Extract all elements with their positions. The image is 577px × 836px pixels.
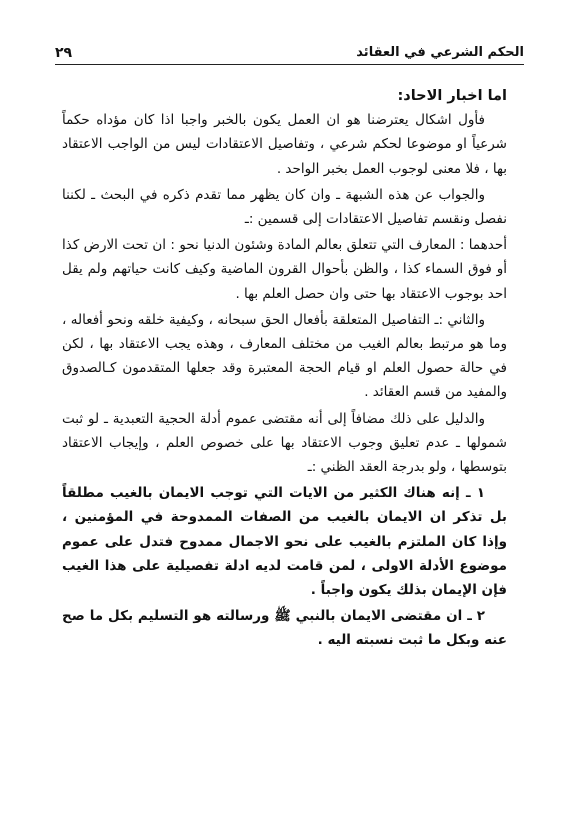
page-body <box>62 84 507 653</box>
paragraph-1: فأول اشكال يعترضنا هو ان العمل يكون بالخبر واجبا اذا كان مؤداه حكماً شرعياً او موضوعا لحكم شرعي ، وتفاصيل الاعتقادات ليس من الواجب الاعتقاد بها ، فلا معنى لوجوب العمل بخبر الواحد . <box>62 112 507 177</box>
running-title: الحكم الشرعي في العقائد <box>356 45 524 60</box>
list-item-2: ٢ ـ ان مقتضى الايمان بالنبي ﷺ ورسالته هو التسليم بكل ما صح عنه وبكل ما ثبت نسبته اليه . <box>62 608 507 649</box>
paragraph-2: والجواب عن هذه الشبهة ـ وان كان يظهر مما تقدم ذكره في البحث ـ لكننا نفصل ونقسم تفاصيل الاعتقادات إلى قسمين :ـ <box>62 186 507 228</box>
page-number: ٢٩ <box>55 45 73 61</box>
paragraph-3: أحدهما : المعارف التي تتعلق بعالم المادة وشئون الدنيا نحو : ان تحت الارض كذا أو فوق السماء كذا ، والظن بأحوال القرون الماضية وكيف كانت حياتهم ولم يقل احد بوجوب الاعتقاد بها حتى وان حصل العلم بها . <box>62 237 507 302</box>
paragraph-4: والثاني :ـ التفاصيل المتعلقة بأفعال الحق سبحانه ، وكيفية خلقه ونحو أفعاله ، وما هو مرتبط بعالم الغيب من مختلف المعارف ، وهذه يجب الاعتقاد بها ، لكن في حالة حصول العلم او قيام الحجة المعتبرة وقد جعلها المتقدمون كـالصدوق والمفيد من قسم العقائد . <box>62 311 507 401</box>
paragraph-5: والدليل على ذلك مضافاً إلى أنه مقتضى عموم أدلة الحجية التعبدية ـ لو ثبت شمولها ـ عدم تعليق وجوب الاعتقاد بها على خصوص العلم ، وإيجاب الاعتقاد بتوسطها ، ولو بدرجة العقد الظني :ـ <box>62 410 507 476</box>
page-header <box>55 44 524 65</box>
list-item-1: ١ ـ إنه هناك الكثير من الايات التي توجب الايمان بالغيب مطلقاً بل تذكر ان الايمان بالغيب من الصفات الممدوحة في المؤمنين ، وإذا كان الملتزم بالغيب على نحو الاجمال ممدوح فتدل على عموم موضوع الأدلة الاولى ، لمن قامت لديه ادلة تفصيلية على هذا الغيب فإن الإيمان بذلك يكون واجباً . <box>62 485 507 599</box>
section-title: اما اخبار الاحاد: <box>397 88 507 104</box>
